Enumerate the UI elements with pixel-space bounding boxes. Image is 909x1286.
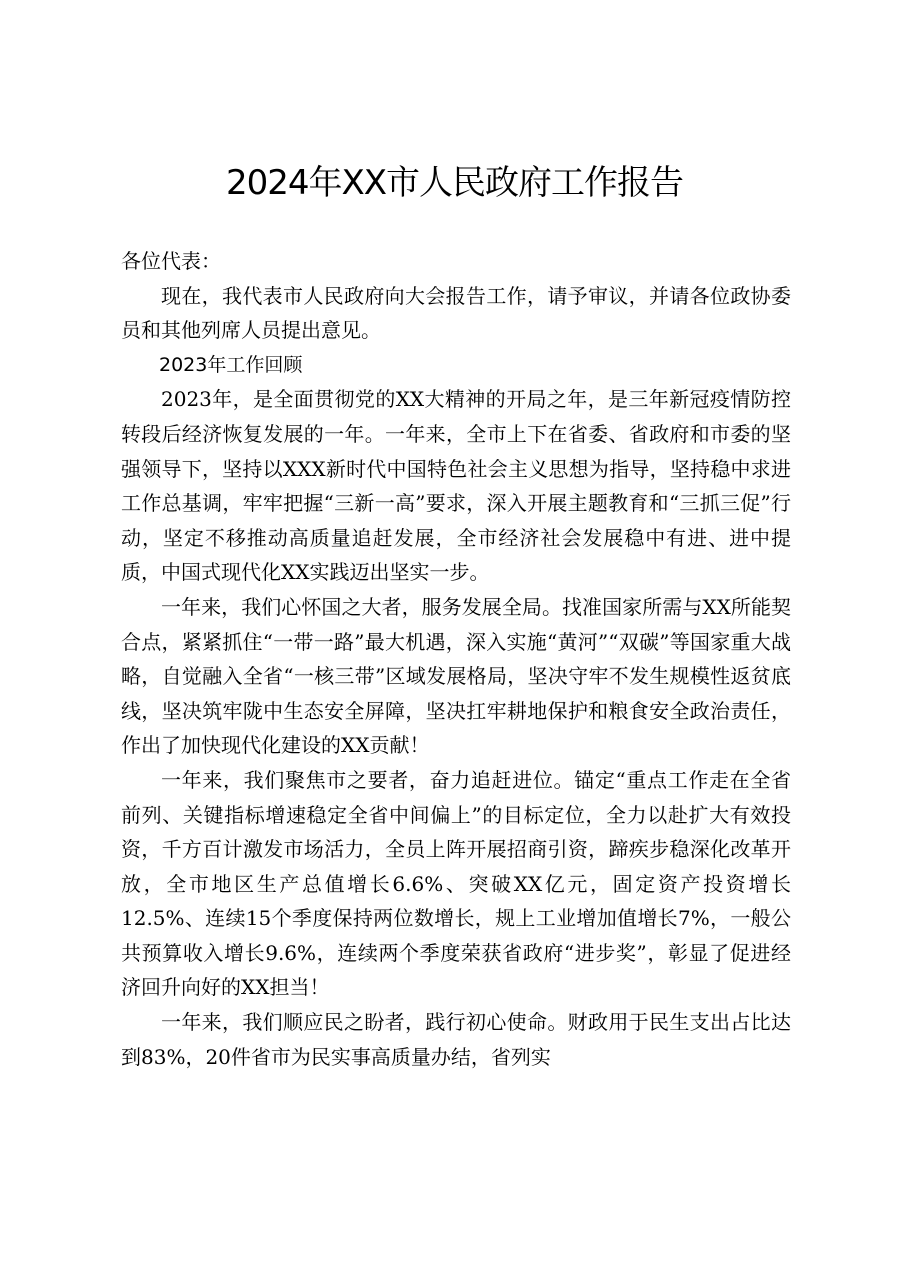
document-title: 2024年XX市人民政府工作报告 bbox=[225, 163, 684, 203]
document-body bbox=[121, 244, 791, 1074]
body-paragraph: 一年来，我们聚焦市之要者，奋力追赶进位。锚定“重点工作走在全省前列、关键指标增速稳定全省中间偏上”的目标定位，全力以赴扩大有效投资，千方百计激发市场活力，全员上阵开展招商引资，蹄疾步稳深化改革开放，全市地区生产总值增长6.6%、突破XX亿元，固定资产投资增长12.5%、连续15个季度保持两位数增长，规上工业增加值增长7%，一般公共预算收入增长9.6%，连续两个季度荣获省政府“进步奖”，彰显了促进经济回升向好的XX担当！ bbox=[121, 767, 791, 1000]
body-paragraph: 一年来，我们顺应民之盼者，践行初心使命。财政用于民生支出占比达到83%，20件省市为民实事高质量办结，省列实 bbox=[121, 1010, 791, 1069]
salutation: 各位代表： bbox=[121, 249, 221, 273]
intro-paragraph: 现在，我代表市人民政府向大会报告工作，请予审议，并请各位政协委员和其他列席人员提出意见。 bbox=[121, 283, 791, 343]
section-heading: 2023年工作回顾 bbox=[159, 353, 303, 376]
body-paragraph: 一年来，我们心怀国之大者，服务发展全局。找准国家所需与XX所能契合点，紧紧抓住“一带一路”最大机遇，深入实施“黄河”“双碳”等国家重大战略，自觉融入全省“一核三带”区域发展格局，坚决守牢不发生规模性返贫底线，坚决筑牢陇中生态安全屏障，坚决扛牢耕地保护和粮食安全政治责任，作出了加快现代化建设的XX贡献！ bbox=[121, 594, 791, 758]
body-paragraph: 2023年，是全面贯彻党的XX大精神的开局之年，是三年新冠疫情防控转段后经济恢复发展的一年。一年来，全市上下在省委、省政府和市委的坚强领导下，坚持以XXX新时代中国特色社会主义思想为指导，坚持稳中求进工作总基调，牢牢把握“三新一高”要求，深入开展主题教育和“三抓三促”行动，坚定不移推动高质量追赶发展，全市经济社会发展稳中有进、进中提质，中国式现代化XX实践迈出坚实一步。 bbox=[121, 387, 791, 585]
